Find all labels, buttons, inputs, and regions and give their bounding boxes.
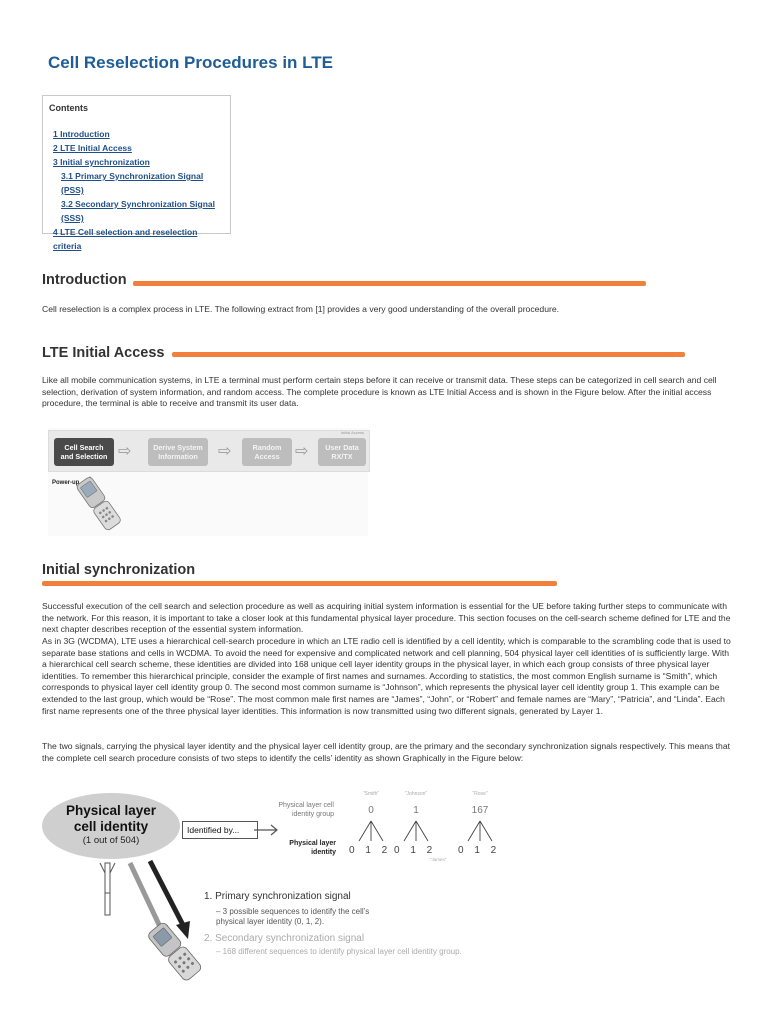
- mobile-phone-icon: [140, 917, 210, 987]
- toc-heading: Contents: [49, 103, 88, 113]
- identity-leaves: 0 1 2: [458, 845, 501, 856]
- heading-introduction: Introduction: [42, 272, 127, 288]
- initial-access-text: Like all mobile communication systems, in LTE a terminal must perform certain steps before it can receive or transmit data. These steps can be categorized in cell search and cell selection, derivation of system information, and random access. The complete procedure is known as LTE Initial Access and is shown in the Figure below. After the initial access procedure, the terminal is able to receive and transmit its user data.: [42, 375, 717, 409]
- toc-item-criteria: [53, 225, 224, 253]
- antenna-tower-icon: [96, 859, 120, 919]
- introduction-text: Cell reselection is a complex process in LTE. The following extract from [1] provides a very good understanding of the overall procedure.: [42, 304, 560, 314]
- mobile-phone-icon: [70, 474, 128, 534]
- cell-identity-figure: [40, 789, 510, 987]
- table-of-contents: [42, 95, 231, 251]
- toc-link-pss[interactable]: 3.1 Primary Synchronization Signal (PSS): [61, 171, 204, 195]
- secondary-sync-desc: – 168 different sequences to identify physical layer cell identity group.: [216, 947, 462, 956]
- initial-sync-paragraph-2: As in 3G (WCDMA), LTE uses a hierarchical cell-search procedure in which an LTE radio cell is identified by a cell identity, which is comparable to the scrambling code that is used to separate base stations and cells in WCDMA. To avoid the need for expensive and complicated network and cell planning, 504 physical layer cell identities of is sufficiently large. With a hierarchical cell search scheme, these identities are divided into 168 unique cell layer identity groups in the physical layer, in which each group consists of three physical layer identities. To remember this hierarchical principle, consider the example of first names and surnames. According to statistics, the most common English surname is “Smith”, which corresponds to physical layer cell identity group 0. The second most common surname is “Johnson”, which represents the physical layer cell identity group 1. This example can be extended to the last group, which would be “Rose”. The most common male first names are “James”, “John”, or “Robert” and female names are “Mary”, “Patricia”, and “Linda”. Each first name represents one of the three physical layer identities. This information is now transmitted using two different signals, generated by Layer 1.: [42, 636, 731, 716]
- toc-item-initial-sync: [53, 155, 224, 169]
- heading-initial-access: LTE Initial Access: [42, 345, 165, 361]
- toc-link-sss[interactable]: 3.2 Secondary Synchronization Signal (SSS): [61, 199, 215, 223]
- toc-link-initial-access[interactable]: 2 LTE Initial Access: [53, 143, 132, 153]
- toc-link-initial-sync[interactable]: 3 Initial synchronization: [53, 157, 150, 167]
- toc-link-criteria[interactable]: 4 LTE Cell selection and reselection criteria: [53, 227, 198, 251]
- group-name: “Rose”: [472, 791, 488, 797]
- tree-branches: [340, 819, 510, 845]
- primary-sync-desc: – 3 possible sequences to identify the cell’s physical layer identity (0, 1, 2).: [216, 907, 370, 926]
- group-number: 1: [413, 805, 419, 816]
- physical-layer-cell-identity-ellipse: [42, 793, 180, 859]
- identity-label: Physical layer identity: [289, 840, 336, 856]
- arrow-right-icon: ⇨: [295, 443, 309, 460]
- step-random-access: Random Access: [242, 438, 292, 466]
- secondary-sync-step: 2. Secondary synchronization signal: [204, 933, 365, 944]
- toc-list: [53, 127, 224, 253]
- step-cell-search: Cell Search and Selection: [54, 438, 114, 466]
- step-derive-system-info: Derive System Information: [148, 438, 208, 466]
- arrow-right-icon: ⇨: [218, 443, 232, 460]
- group-name: “Smith”: [362, 791, 380, 797]
- ellipse-title: Physical layer cell identity: [65, 803, 157, 834]
- first-name-note: “James”: [430, 857, 447, 862]
- arrow-right-icon: ⇨: [118, 443, 132, 460]
- primary-sync-step: 1. Primary synchronization signal: [204, 891, 351, 902]
- initial-access-figure: [48, 428, 368, 536]
- group-label: Physical layer cell identity group: [278, 802, 334, 818]
- toc-item-sss: [53, 197, 224, 225]
- power-up-label: Power-up: [52, 480, 80, 486]
- initial-sync-paragraph-1: Successful execution of the cell search and selection procedure as well as acquiring initial system information is essential for the UE before taking further steps to communicate with the network. For this reason, it is important to take a closer look at this fundamental physical layer procedure. This section focuses on the cell-search scheme defined for LTE and the next chapter describes reception of the essential system information.: [42, 601, 731, 635]
- arrow-right-icon: [254, 823, 280, 837]
- page-title: Cell Reselection Procedures in LTE: [48, 53, 333, 72]
- step-user-data: User Data RX/TX: [318, 438, 366, 466]
- toc-item-introduction: [53, 127, 224, 141]
- initial-sync-paragraph-3: The two signals, carrying the physical layer identity and the physical layer cell identity group, are the primary and the secondary synchronization signals respectively. This means that the complete cell search procedure consists of two steps to identify the cells’ identity as shown Graphically in the Figure below:: [42, 741, 731, 763]
- toc-link-introduction[interactable]: 1 Introduction: [53, 129, 110, 139]
- identified-by-box: Identified by...: [182, 821, 258, 839]
- toc-item-initial-access: [53, 141, 224, 155]
- heading-initial-sync: Initial synchronization: [42, 562, 196, 578]
- ellipse-subtitle: (1 out of 504): [82, 835, 140, 846]
- identity-leaves: 0 1 2: [394, 845, 437, 856]
- figure-caption: Initial Access: [340, 430, 364, 435]
- heading-underline-bar: [133, 281, 646, 286]
- group-name: “Johnson”: [404, 791, 428, 797]
- group-number: 0: [368, 805, 374, 816]
- heading-underline-bar: [42, 581, 557, 586]
- group-number: 167: [471, 805, 489, 816]
- heading-underline-bar: [172, 352, 685, 357]
- toc-item-pss: [53, 169, 224, 197]
- identity-leaves: 0 1 2: [349, 845, 392, 856]
